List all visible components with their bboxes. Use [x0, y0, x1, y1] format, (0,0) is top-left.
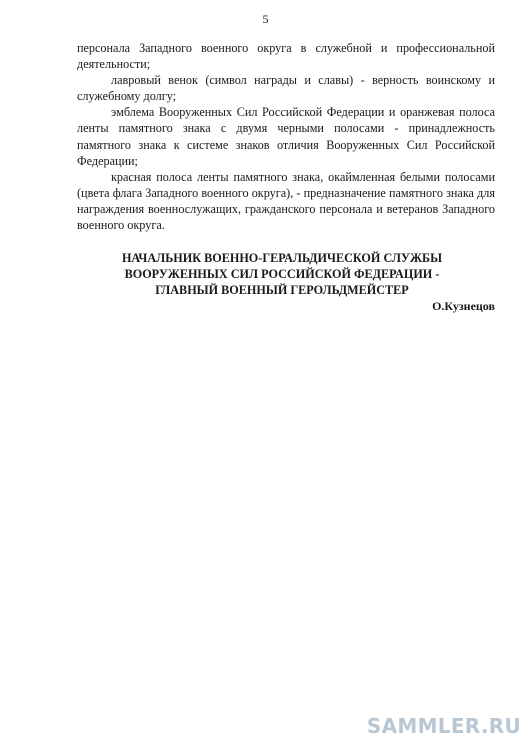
- paragraph-laurel-wreath: лавровый венок (символ награды и славы) - верность воинскому и служебному долгу;: [77, 73, 495, 104]
- watermark-logo: SAMMLER.RU: [366, 714, 521, 738]
- signature-block: [77, 250, 495, 314]
- signatory-name: О.Кузнецов: [432, 298, 495, 313]
- signatory-title-line: ВООРУЖЕННЫХ СИЛ РОССИЙСКОЙ ФЕДЕРАЦИИ -: [124, 267, 440, 282]
- signatory-title-line: ГЛАВНЫЙ ВОЕННЫЙ ГЕРОЛЬДМЕЙСТЕР: [155, 283, 409, 298]
- paragraph-emblem: эмблема Вооруженных Сил Российской Федерации и оранжевая полоса ленты памятного знака с двумя черными полосами - принадлежность памятного знака к системе знаков отличия Вооруженных Сил Российской Федерации;: [77, 105, 495, 168]
- paragraph-personnel: персонала Западного военного округа в служебной и профессиональной деятельности;: [77, 41, 495, 72]
- signatory-title: [77, 250, 495, 299]
- page-number: 5: [262, 12, 269, 26]
- signatory-title-line: НАЧАЛЬНИК ВОЕННО-ГЕРАЛЬДИЧЕСКОЙ СЛУЖБЫ: [121, 251, 443, 265]
- paragraph-red-stripe: красная полоса ленты памятного знака, окаймленная белыми полосами (цвета флага Западного военного округа), - предназначение памятного знака для награждения военнослужащих, гражданского персонала и ветеранов Западного военного округа.: [77, 169, 495, 233]
- document-body: [77, 40, 495, 233]
